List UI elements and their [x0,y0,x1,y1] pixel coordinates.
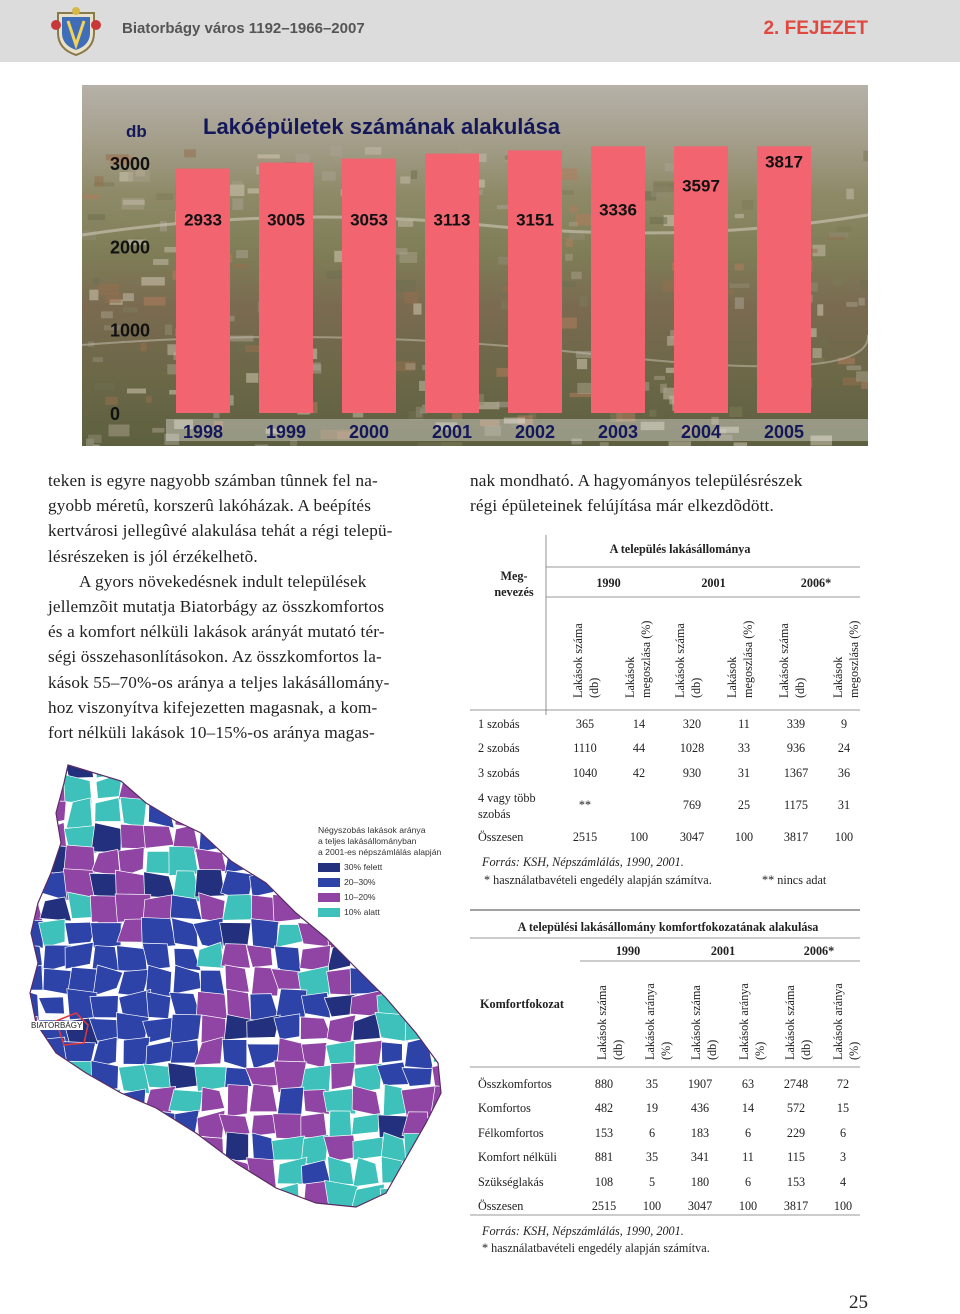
table-cell [612,786,666,826]
map-district [143,826,174,849]
table-cell: 6 [744,1174,752,1189]
table-cell: 42 [632,765,646,780]
table-cell: 3047 [679,830,705,845]
legend-item [318,892,441,903]
table2-year: 2006* [803,944,835,958]
table-cell: 100 [833,1199,853,1214]
bar-value-label: 3336 [599,200,637,220]
legend-item [318,907,441,918]
table-cell: 320 [682,716,702,731]
x-tick-label: 2004 [680,422,722,442]
table-cell: 1040 [572,765,598,780]
table-cell: 24 [837,741,851,756]
table-cell: 33 [737,741,751,756]
table2-source: Forrás: KSH, Népszámlálás, 1990, 2001. [482,1224,684,1238]
table-row [478,786,866,826]
x-tick-label: 2005 [763,422,805,442]
map-district [92,946,119,971]
text-line: régi épületeinek felújítása már elkezdõdött. [470,496,774,516]
x-tick-label: 1999 [265,422,307,442]
table-cell: 6 [648,1125,656,1140]
table-cell: 31 [837,798,851,812]
row-label: 3 szobás [478,765,520,780]
x-tick-label: 2003 [597,422,639,442]
legend-label: 10–20% [344,892,376,902]
row-label: Szükséglakás [478,1174,544,1189]
table-cell: 14 [632,716,646,731]
bar [176,169,230,413]
text-line: nak mondható. A hagyományos településrészek [470,471,803,490]
table-cell: 183 [690,1125,710,1140]
column-header: Lakások száma (db) [777,623,807,698]
y-tick-label: 3000 [110,154,151,174]
text-line: és a komfort nélküli lakások arányát mutató tér- [48,622,385,642]
bar [342,159,396,413]
row-label: Félkomfortos [478,1125,544,1140]
table-cell: 35 [645,1076,659,1091]
text-line: kások 55–70%-os aránya a teljes lakásállomány- [48,672,390,692]
bar [591,146,645,413]
map-district [301,1065,331,1092]
table1-body [478,712,866,850]
map-district [273,1114,305,1140]
legend-title-line: Négyszobás lakások aránya [318,825,426,835]
legend-swatch [318,908,340,917]
y-tick-label: 0 [110,404,121,424]
legend-title-line: a 2001-es népszámlálás alapján [318,847,442,857]
table-cell: 180 [690,1174,710,1189]
bar [425,154,479,413]
bar-value-label: 3597 [682,176,720,196]
map-district [331,1062,355,1089]
left-column-text [48,468,448,745]
map-district [90,996,118,1018]
row-label: Összesen [478,1199,524,1214]
running-title: Biatorbágy város 1192–1966–2007 [122,20,365,37]
column-header: Lakások megoszlása (%) [725,620,755,698]
table-cell: 153 [786,1174,806,1189]
legend-swatch [318,878,340,887]
table1-note: * használatbavételi engedély alapján számítva. [484,873,712,887]
row-label: 1 szobás [478,716,520,731]
table2-name-header: Komfortfokozat [480,997,564,1011]
table2-body [478,1072,866,1219]
table-cell: 1367 [783,765,809,780]
table-cell: 11 [742,1150,754,1165]
text-line: jellemzõit mutatja Biatorbágy az összkomfortos [48,597,385,617]
y-tick-label: 1000 [110,320,151,341]
table-cell: 31 [737,765,751,780]
table-cell: 9 [840,716,848,731]
map-district [169,1090,203,1113]
column-header: Lakások megoszlása (%) [831,620,861,698]
row-label: 2 szobás [478,741,520,756]
table-cell: ** [578,798,592,812]
table-row [478,712,866,737]
column-header: Lakások száma (db) [689,985,719,1060]
table-cell: 436 [690,1101,710,1116]
table-cell: 108 [594,1174,614,1189]
table-cell: 100 [642,1199,662,1214]
map-district [276,989,307,1018]
legend-swatch [318,863,340,872]
bar-value-label: 3817 [765,152,803,172]
table-row [478,761,866,786]
map-district [251,919,279,949]
table1-year: 1990 [596,576,621,590]
table-cell: 3817 [783,830,809,845]
map-district [355,1040,382,1065]
text-line: gyobb méretû, korszerû lakóházak. A beépítés [48,496,372,516]
bar [757,146,811,413]
map-district [171,1040,200,1063]
y-tick-label: 2000 [110,237,151,258]
chart-photo-background [82,85,868,446]
map-district [250,1084,278,1112]
table-cell: 930 [682,765,702,780]
row-label: Komfortos [478,1101,531,1116]
text-line: A gyors növekedésnek indult települések [79,571,367,591]
bar-value-label: 3005 [267,210,305,230]
table-cell: 6 [744,1125,752,1140]
table-cell: 572 [786,1101,806,1116]
coat-of-arms-icon [50,5,102,57]
column-header: Lakások száma (db) [673,623,703,698]
text-line: kertvárosi jellegûvé alakulása tehát a régi telepü- [48,521,393,541]
map-district [227,1085,248,1117]
table-cell: 115 [787,1150,805,1165]
table-cell: 1907 [687,1076,713,1091]
bar-value-label: 3151 [516,210,554,230]
column-header: Lakások száma (db) [595,985,625,1060]
table-cell: 3 [839,1150,847,1165]
bar-value-label: 3053 [350,210,388,230]
legend-item [318,862,441,873]
table-cell: 3047 [687,1199,713,1214]
text-line: fort nélküli lakások 10–15%-os aránya magas- [48,723,375,743]
map-district [353,1137,383,1160]
table-cell: 25 [737,798,751,812]
table-cell: 936 [786,741,806,756]
x-tick-label: 1998 [182,422,224,442]
table-cell: 15 [836,1101,850,1116]
table-cell: 339 [786,716,806,731]
table1-name-header: Meg- nevezés [494,569,534,599]
column-header: Lakások száma (db) [571,623,601,698]
table-cell: 341 [690,1150,710,1165]
page-header [0,0,960,62]
row-label: 4 vagy több szobás [478,790,536,821]
table-cell: 14 [741,1101,755,1116]
table2-year: 1990 [615,944,641,958]
table-cell: 769 [682,798,702,812]
column-header: Lakások aránya (%) [643,983,673,1060]
table-row [478,1121,866,1146]
table2-note: * használatbavételi engedély alapján számítva. [482,1241,710,1255]
table-cell: 2515 [572,830,598,845]
table-cell: 5 [648,1174,656,1189]
table-cell: 72 [836,1076,850,1091]
table-cell: 19 [645,1101,659,1116]
table1-title: A település lakásállománya [609,542,751,556]
map-district [381,1042,402,1063]
column-header: Lakások megoszlása (%) [623,620,653,698]
bar-chart [82,85,868,446]
map-district [221,944,251,969]
map-district [301,1113,327,1138]
bar [259,163,313,413]
table-cell: 3817 [783,1199,809,1214]
legend-item [318,877,441,888]
table-cell: 100 [734,830,754,845]
table-cell: 2515 [591,1199,617,1214]
table-row [478,737,866,762]
table-cell: 1028 [679,741,705,756]
text-line: ségi összehasonlításokon. Az összkomfortos la- [48,647,382,667]
row-label: Komfort nélküli [478,1150,557,1165]
text-line: lésrészeken is jól érzékelhetõ. [48,546,258,566]
table-row [478,1170,866,1195]
row-label: Összkomfortos [478,1076,552,1091]
map-district [91,923,122,949]
y-axis-unit-label: db [126,122,147,141]
map-district [220,923,251,946]
map-district [277,1087,303,1114]
table-cell: 1175 [784,798,808,812]
table-cell: 4 [839,1174,847,1189]
table-cell: 6 [839,1125,847,1140]
table-cell: 100 [834,830,854,845]
column-header: Lakások aránya (%) [737,983,767,1060]
table2-title: A települési lakásállomány komfortfokozatának alakulása [517,920,819,934]
map-district [222,894,253,920]
x-tick-label: 2000 [348,422,390,442]
map-district [195,1066,227,1091]
x-tick-label: 2002 [514,422,556,442]
table-row [478,1072,866,1097]
chart-title: Lakóépületek számának alakulása [203,114,561,139]
town-label: BIATORBÁGY [31,1021,83,1030]
chapter-label: 2. FEJEZET [763,18,868,39]
table-cell: 100 [629,830,649,845]
map-legend [318,825,441,918]
table-cell: 153 [594,1125,614,1140]
legend-label: 10% alatt [344,907,380,917]
legend-swatch [318,893,340,902]
table-cell: 881 [594,1150,614,1165]
column-header: Lakások aránya (%) [831,983,861,1060]
table-row [478,1146,866,1171]
table-cell: 880 [594,1076,614,1091]
table1-year: 2001 [701,576,726,590]
chart-marks [110,114,868,442]
right-column-text [470,468,890,518]
bar-value-label: 3113 [433,210,471,230]
text-line: teken is egyre nagyobb számban tûnnek fel na- [48,471,378,490]
page-number: 25 [849,1292,868,1313]
map-district [117,946,148,972]
table-row [478,826,866,851]
table2-year: 2001 [710,944,736,958]
table-cell: 44 [632,741,646,756]
table-cell: 11 [738,716,750,731]
bar [508,150,562,413]
table-cell: 1110 [573,741,597,756]
table1-source: Forrás: KSH, Népszámlálás, 1990, 2001. [482,855,684,869]
bar-value-label: 2933 [184,210,222,230]
legend-label: 30% felett [344,862,383,872]
table-cell: 36 [837,765,851,780]
table-cell: 2748 [783,1076,809,1091]
table-cell: 229 [786,1125,806,1140]
text-line: hoz viszonyítva kifejezetten magasnak, a kom- [48,697,378,717]
table-cell: 482 [594,1101,614,1116]
table1-note: ** nincs adat [762,873,827,887]
table-cell: 365 [575,716,595,731]
legend-label: 20–30% [344,877,376,887]
table-cell: 35 [645,1150,659,1165]
table-cell: 100 [738,1199,758,1214]
column-header: Lakások száma (db) [783,985,813,1060]
legend-title-line: a teljes lakásállományban [318,836,417,846]
x-tick-label: 2001 [431,422,473,442]
table-cell: 63 [741,1076,755,1091]
map-district [196,991,227,1018]
table-row [478,1097,866,1122]
row-label: Összesen [478,830,524,845]
table1-year: 2006* [800,576,832,590]
table-row [478,1195,866,1220]
